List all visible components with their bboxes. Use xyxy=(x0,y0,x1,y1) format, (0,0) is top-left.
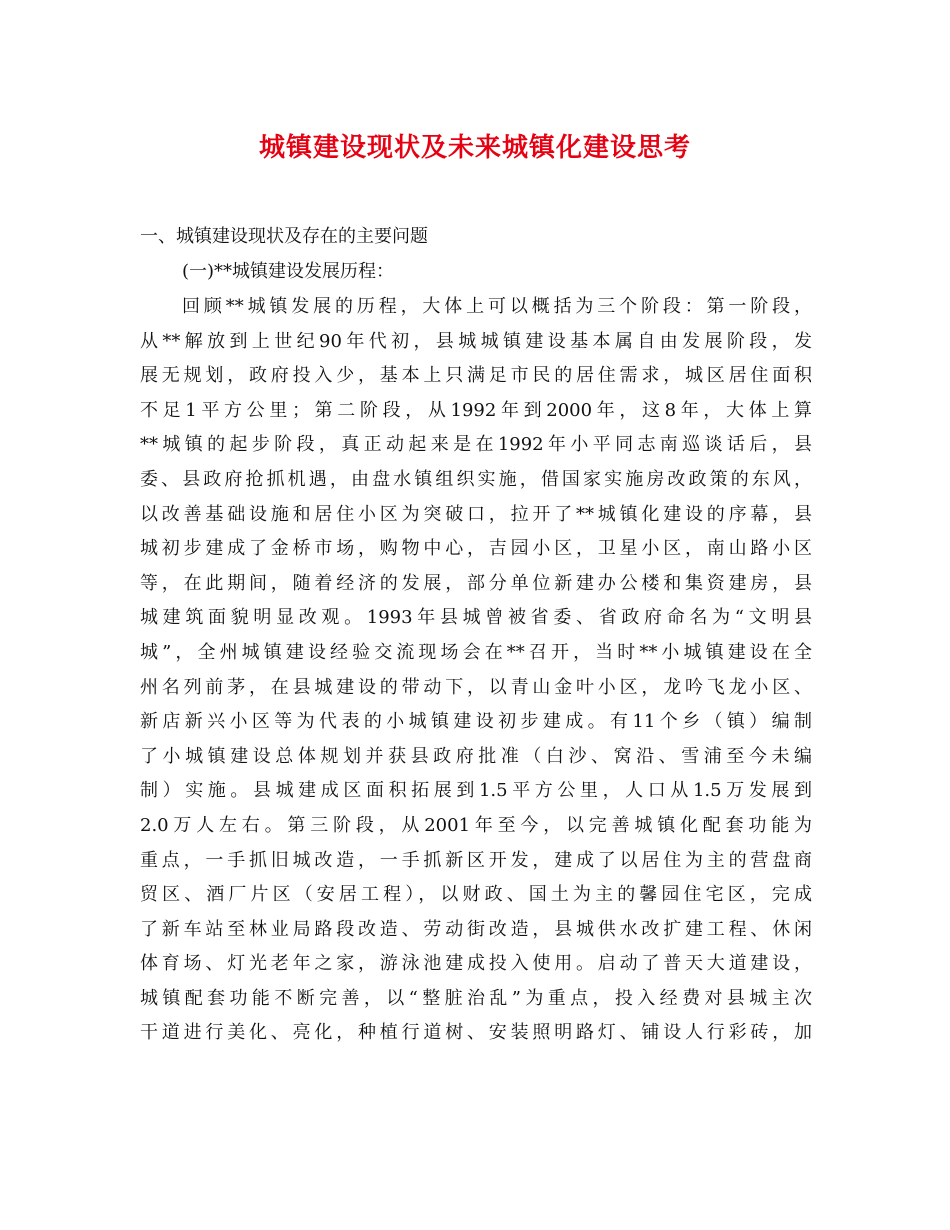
paragraph-line: 新店新兴小区等为代表的小城镇建设初步建成。有11个乡（镇）编制 xyxy=(140,711,812,733)
paragraph-line: 城”，全州城镇建设经验交流现场会在**召开，当时**小城镇建设在全 xyxy=(140,641,812,663)
paragraph-line: 重点，一手抓旧城改造，一手抓新区开发，建成了以居住为主的营盘商 xyxy=(140,849,812,871)
paragraph-line: 城初步建成了金桥市场，购物中心，吉园小区，卫星小区，南山路小区 xyxy=(140,538,812,560)
paragraph-line: **城镇的起步阶段，真正动起来是在1992年小平同志南巡谈话后，县 xyxy=(140,434,812,456)
paragraph-line: 了小城镇建设总体规划并获县政府批准（白沙、窝沿、雪浦至今未编 xyxy=(140,745,812,767)
paragraph-line: 干道进行美化、亮化，种植行道树、安装照明路灯、铺设人行彩砖，加 xyxy=(140,1022,812,1044)
paragraph-line: 州名列前茅，在县城建设的带动下，以青山金叶小区，龙吟飞龙小区、 xyxy=(140,676,812,698)
paragraph-line: 回顾**城镇发展的历程，大体上可以概括为三个阶段：第一阶段， xyxy=(182,296,812,317)
paragraph-line: 从**解放到上世纪90年代初，县城城镇建设基本属自由发展阶段，发 xyxy=(140,330,812,352)
paragraph-line: 城建筑面貌明显改观。1993年县城曾被省委、省政府命名为“文明县 xyxy=(140,607,812,629)
paragraph-line: 了新车站至林业局路段改造、劳动街改造，县城供水改扩建工程、休闲 xyxy=(140,918,812,940)
document-title: 城镇建设现状及未来城镇化建设思考 xyxy=(258,133,691,163)
body-paragraph xyxy=(140,290,812,1051)
paragraph-line: 展无规划，政府投入少，基本上只满足市民的居住需求，城区居住面积 xyxy=(140,365,812,387)
subsection-heading: (一)**城镇建设发展历程： xyxy=(182,261,395,282)
paragraph-line: 体育场、灯光老年之家，游泳池建成投入使用。启动了普天大道建设， xyxy=(140,953,812,975)
paragraph-line: 城镇配套功能不断完善，以“整脏治乱”为重点，投入经费对县城主次 xyxy=(140,987,812,1009)
paragraph-line: 2.0万人左右。第三阶段，从2001年至今，以完善城镇化配套功能为 xyxy=(140,814,812,836)
paragraph-line: 制）实施。县城建成区面积拓展到1.5平方公里，人口从1.5万发展到 xyxy=(140,780,812,802)
paragraph-line: 以改善基础设施和居住小区为突破口，拉开了**城镇化建设的序幕，县 xyxy=(140,503,812,525)
section-heading: 一、城镇建设现状及存在的主要问题 xyxy=(140,226,428,247)
paragraph-line: 等，在此期间，随着经济的发展，部分单位新建办公楼和集资建房，县 xyxy=(140,572,812,594)
paragraph-line: 不足1平方公里；第二阶段，从1992年到2000年，这8年，大体上算 xyxy=(140,399,812,421)
paragraph-line: 委、县政府抢抓机遇，由盘水镇组织实施，借国家实施房改政策的东风， xyxy=(140,468,812,490)
paragraph-line: 贸区、酒厂片区（安居工程），以财政、国土为主的馨园住宅区，完成 xyxy=(140,884,812,906)
